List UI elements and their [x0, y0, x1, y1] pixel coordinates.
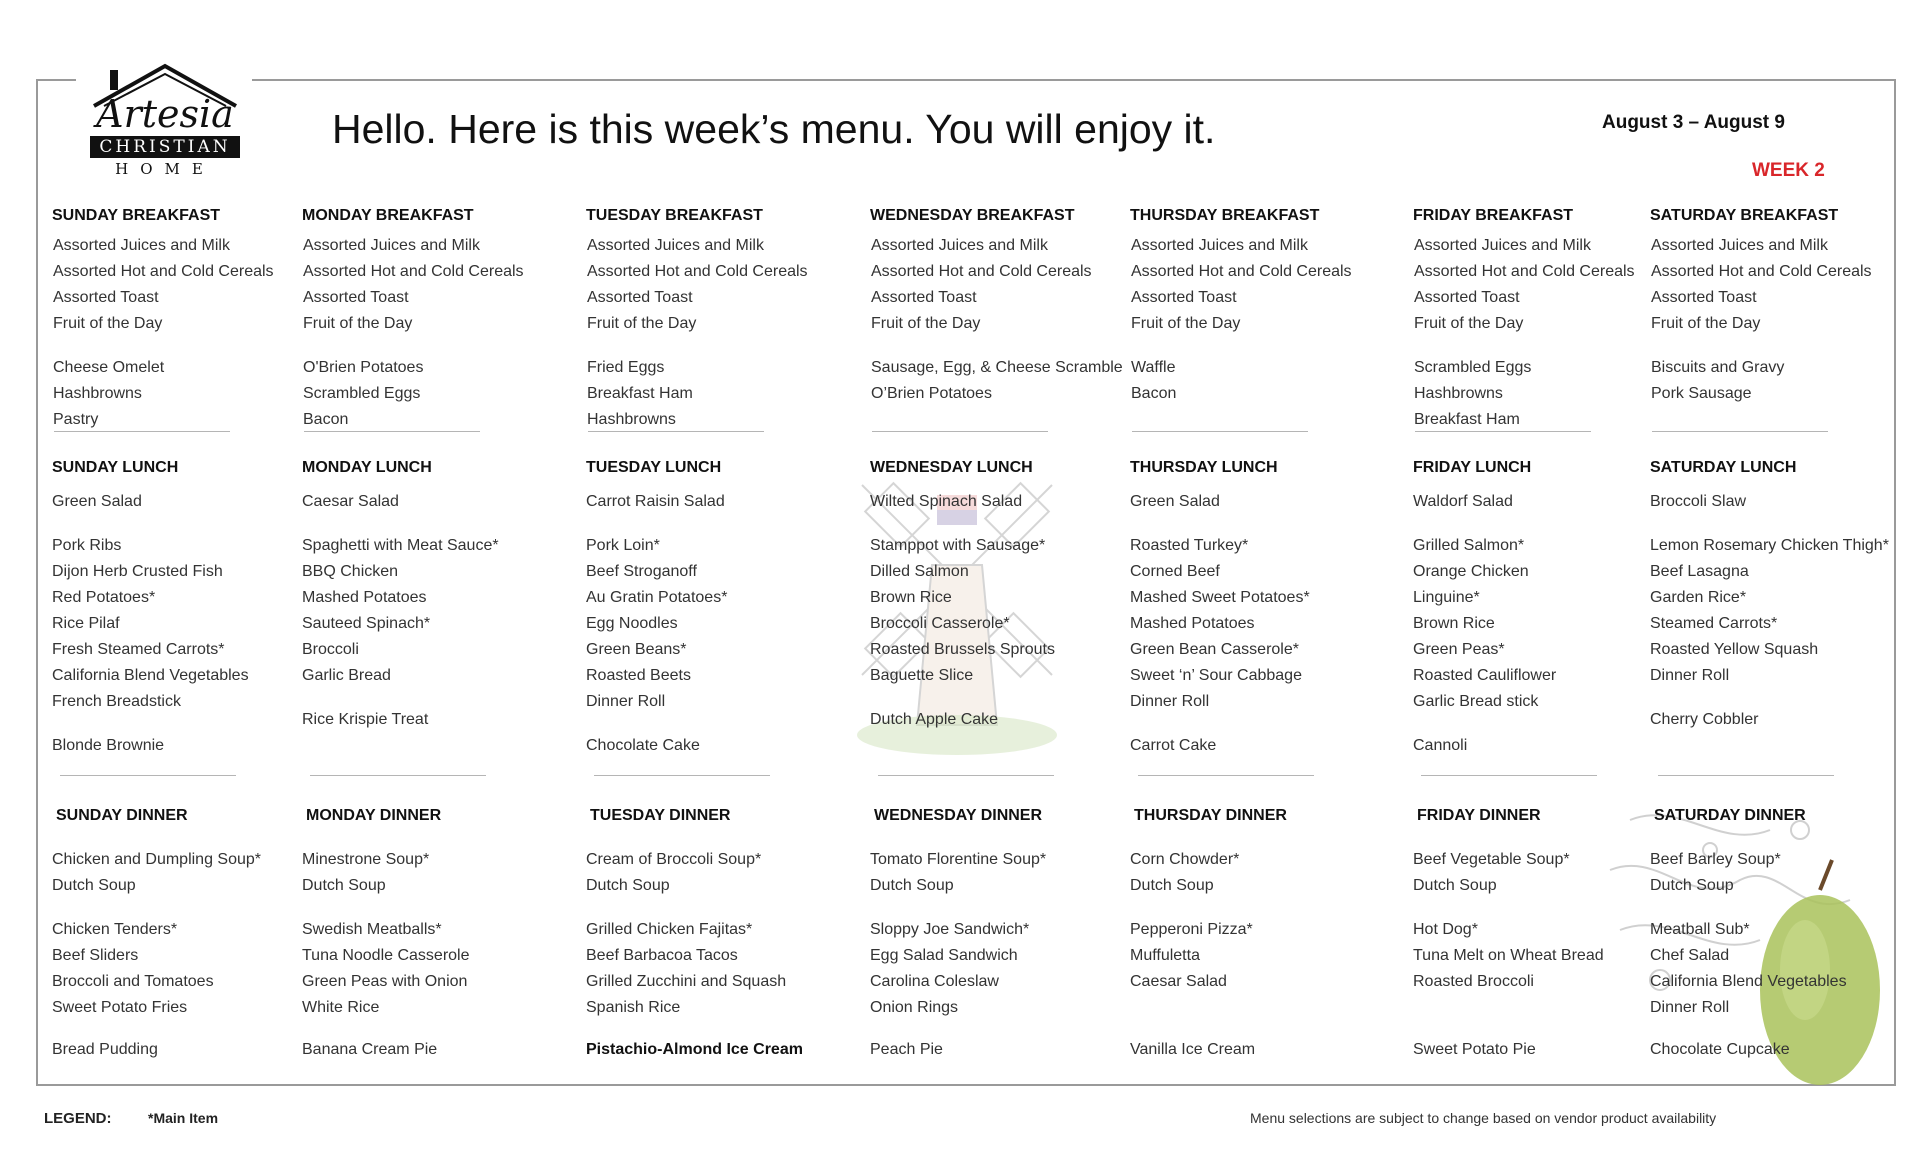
- dinner-item: Chef Salad: [1650, 947, 1730, 964]
- breakfast-item: Fruit of the Day: [1131, 315, 1241, 332]
- breakfast-heading: TUESDAY BREAKFAST: [586, 207, 763, 224]
- section-divider: [310, 775, 486, 776]
- breakfast-item: Assorted Juices and Milk: [587, 237, 764, 254]
- breakfast-item: Biscuits and Gravy: [1651, 359, 1785, 376]
- breakfast-item: Bacon: [303, 411, 349, 428]
- lunch-item: Spaghetti with Meat Sauce*: [302, 537, 499, 554]
- legend-label: LEGEND:: [44, 1110, 112, 1127]
- lunch-item: Green Peas*: [1413, 641, 1505, 658]
- breakfast-item: Scrambled Eggs: [303, 385, 421, 402]
- lunch-item: Steamed Carrots*: [1650, 615, 1778, 632]
- breakfast-item: Hashbrowns: [587, 411, 676, 428]
- dinner-dessert: Vanilla Ice Cream: [1130, 1041, 1256, 1058]
- dinner-item: Green Peas with Onion: [302, 973, 468, 990]
- section-divider: [594, 775, 770, 776]
- dinner-heading: SATURDAY DINNER: [1654, 807, 1806, 824]
- dinner-soup: Dutch Soup: [870, 877, 954, 894]
- logo-band: CHRISTIAN: [90, 136, 240, 158]
- date-range: August 3 – August 9: [1602, 112, 1785, 133]
- section-divider: [60, 775, 236, 776]
- breakfast-item: O'Brien Potatoes: [303, 359, 424, 376]
- breakfast-item: Sausage, Egg, & Cheese Scramble: [871, 359, 1123, 376]
- breakfast-item: Assorted Toast: [303, 289, 409, 306]
- breakfast-item: Breakfast Ham: [587, 385, 693, 402]
- breakfast-heading: WEDNESDAY BREAKFAST: [870, 207, 1075, 224]
- breakfast-item: Waffle: [1131, 359, 1176, 376]
- breakfast-item: Assorted Hot and Cold Cereals: [871, 263, 1092, 280]
- breakfast-item: Hashbrowns: [53, 385, 142, 402]
- lunch-item: Garlic Bread: [302, 667, 391, 684]
- breakfast-item: Assorted Hot and Cold Cereals: [1651, 263, 1872, 280]
- dinner-soup: Dutch Soup: [52, 877, 136, 894]
- breakfast-item: Assorted Toast: [1651, 289, 1757, 306]
- dinner-item: Onion Rings: [870, 999, 959, 1016]
- dinner-dessert: Sweet Potato Pie: [1413, 1041, 1536, 1058]
- lunch-heading: MONDAY LUNCH: [302, 459, 432, 476]
- dinner-item: Sweet Potato Fries: [52, 999, 188, 1016]
- lunch-salad: Wilted Spinach Salad: [870, 493, 1023, 510]
- dinner-item: Grilled Chicken Fajitas*: [586, 921, 753, 938]
- logo-home: HOME: [115, 160, 215, 178]
- section-divider: [588, 431, 764, 432]
- dinner-item: Muffuletta: [1130, 947, 1200, 964]
- pear-splash-decoration: [1600, 790, 1910, 1120]
- dinner-dessert: Chocolate Cupcake: [1650, 1041, 1790, 1058]
- artesia-logo: [76, 58, 252, 182]
- dinner-item: Pepperoni Pizza*: [1130, 921, 1253, 938]
- lunch-item: Rice Pilaf: [52, 615, 120, 632]
- breakfast-heading: MONDAY BREAKFAST: [302, 207, 474, 224]
- dinner-soup: Dutch Soup: [302, 877, 386, 894]
- breakfast-item: Breakfast Ham: [1414, 411, 1520, 428]
- dinner-dessert: Peach Pie: [870, 1041, 943, 1058]
- dinner-heading: WEDNESDAY DINNER: [874, 807, 1043, 824]
- lunch-item: BBQ Chicken: [302, 563, 399, 580]
- lunch-item: Corned Beef: [1130, 563, 1220, 580]
- dinner-heading: MONDAY DINNER: [306, 807, 442, 824]
- lunch-item: Grilled Salmon*: [1413, 537, 1525, 554]
- breakfast-heading: SUNDAY BREAKFAST: [52, 207, 221, 224]
- breakfast-item: Hashbrowns: [1414, 385, 1503, 402]
- section-divider: [54, 431, 230, 432]
- lunch-dessert: Blonde Brownie: [52, 737, 165, 754]
- lunch-salad: Carrot Raisin Salad: [586, 493, 725, 510]
- lunch-item: Pork Loin*: [586, 537, 660, 554]
- breakfast-item: Assorted Toast: [1414, 289, 1520, 306]
- lunch-item: Dilled Salmon: [870, 563, 969, 580]
- lunch-item: Beef Lasagna: [1650, 563, 1749, 580]
- dinner-item: Hot Dog*: [1413, 921, 1478, 938]
- lunch-item: Au Gratin Potatoes*: [586, 589, 728, 606]
- breakfast-heading: FRIDAY BREAKFAST: [1413, 207, 1574, 224]
- dinner-item: Beef Sliders: [52, 947, 139, 964]
- dinner-soup: Beef Vegetable Soup*: [1413, 851, 1570, 868]
- dinner-item: Tuna Melt on Wheat Bread: [1413, 947, 1604, 964]
- lunch-salad: Caesar Salad: [302, 493, 399, 510]
- week-label: WEEK 2: [1752, 160, 1825, 181]
- dinner-soup: Dutch Soup: [586, 877, 670, 894]
- breakfast-item: Assorted Toast: [53, 289, 159, 306]
- lunch-item: Sweet ‘n’ Sour Cabbage: [1130, 667, 1302, 684]
- dinner-item: Dinner Roll: [1650, 999, 1730, 1016]
- breakfast-item: Assorted Juices and Milk: [1414, 237, 1591, 254]
- dinner-soup: Dutch Soup: [1413, 877, 1497, 894]
- dinner-item: California Blend Vegetables: [1650, 973, 1847, 990]
- breakfast-item: Scrambled Eggs: [1414, 359, 1532, 376]
- section-divider: [1132, 431, 1308, 432]
- lunch-item: Mashed Potatoes: [1130, 615, 1255, 632]
- breakfast-item: Assorted Hot and Cold Cereals: [53, 263, 274, 280]
- breakfast-heading: THURSDAY BREAKFAST: [1130, 207, 1320, 224]
- breakfast-item: Assorted Juices and Milk: [1131, 237, 1308, 254]
- lunch-item: Green Bean Casserole*: [1130, 641, 1299, 658]
- breakfast-item: Assorted Juices and Milk: [53, 237, 230, 254]
- lunch-item: Brown Rice: [1413, 615, 1495, 632]
- dinner-item: Tuna Noodle Casserole: [302, 947, 470, 964]
- lunch-item: Broccoli: [302, 641, 359, 658]
- section-divider: [872, 431, 1048, 432]
- breakfast-item: Assorted Juices and Milk: [303, 237, 480, 254]
- lunch-item: Dinner Roll: [1130, 693, 1210, 710]
- lunch-heading: THURSDAY LUNCH: [1130, 459, 1278, 476]
- lunch-heading: SATURDAY LUNCH: [1650, 459, 1797, 476]
- lunch-item: French Breadstick: [52, 693, 181, 710]
- section-divider: [1421, 775, 1597, 776]
- breakfast-item: Assorted Toast: [587, 289, 693, 306]
- lunch-item: Mashed Potatoes: [302, 589, 427, 606]
- breakfast-item: Assorted Juices and Milk: [871, 237, 1048, 254]
- breakfast-item: Assorted Toast: [871, 289, 977, 306]
- dinner-soup: Chicken and Dumpling Soup*: [52, 851, 262, 868]
- logo-script: Artesia: [96, 92, 234, 136]
- section-divider: [1658, 775, 1834, 776]
- lunch-item: Roasted Turkey*: [1130, 537, 1249, 554]
- dinner-soup: Tomato Florentine Soup*: [870, 851, 1047, 868]
- lunch-item: Roasted Yellow Squash: [1650, 641, 1819, 658]
- lunch-item: Garlic Bread stick: [1413, 693, 1539, 710]
- breakfast-item: Assorted Juices and Milk: [1651, 237, 1828, 254]
- lunch-item: Roasted Cauliflower: [1413, 667, 1557, 684]
- lunch-item: Brown Rice: [870, 589, 952, 606]
- lunch-dessert: Carrot Cake: [1130, 737, 1217, 754]
- breakfast-item: Assorted Hot and Cold Cereals: [587, 263, 808, 280]
- breakfast-item: Pork Sausage: [1651, 385, 1752, 402]
- section-divider: [304, 431, 480, 432]
- lunch-dessert: Rice Krispie Treat: [302, 711, 429, 728]
- dinner-dessert: Banana Cream Pie: [302, 1041, 438, 1058]
- lunch-item: Dijon Herb Crusted Fish: [52, 563, 223, 580]
- lunch-item: Dinner Roll: [1650, 667, 1730, 684]
- dinner-item: Egg Salad Sandwich: [870, 947, 1018, 964]
- dinner-item: Sloppy Joe Sandwich*: [870, 921, 1030, 938]
- lunch-item: Stamppot with Sausage*: [870, 537, 1046, 554]
- lunch-item: Roasted Brussels Sprouts: [870, 641, 1055, 658]
- dinner-item: Carolina Coleslaw: [870, 973, 999, 990]
- dinner-heading: SUNDAY DINNER: [56, 807, 188, 824]
- lunch-item: Mashed Sweet Potatoes*: [1130, 589, 1310, 606]
- dinner-soup: Corn Chowder*: [1130, 851, 1240, 868]
- section-divider: [1652, 431, 1828, 432]
- dinner-item: Broccoli and Tomatoes: [52, 973, 214, 990]
- dinner-heading: FRIDAY DINNER: [1417, 807, 1541, 824]
- breakfast-item: Fruit of the Day: [1414, 315, 1524, 332]
- section-divider: [1138, 775, 1314, 776]
- lunch-heading: TUESDAY LUNCH: [586, 459, 722, 476]
- dinner-item: Swedish Meatballs*: [302, 921, 442, 938]
- dinner-soup: Cream of Broccoli Soup*: [586, 851, 762, 868]
- lunch-item: Baguette Slice: [870, 667, 974, 684]
- disclaimer: Menu selections are subject to change based on vendor product availability: [1250, 1110, 1717, 1126]
- lunch-item: Green Beans*: [586, 641, 687, 658]
- lunch-heading: FRIDAY LUNCH: [1413, 459, 1532, 476]
- page-title: Hello. Here is this week’s menu. You will enjoy it.: [332, 106, 1216, 152]
- dinner-item: White Rice: [302, 999, 380, 1016]
- dinner-soup: Dutch Soup: [1130, 877, 1214, 894]
- lunch-item: Egg Noodles: [586, 615, 678, 632]
- lunch-item: Lemon Rosemary Chicken Thigh*: [1650, 537, 1889, 554]
- dinner-item: Roasted Broccoli: [1413, 973, 1534, 990]
- breakfast-item: Assorted Toast: [1131, 289, 1237, 306]
- dinner-heading: TUESDAY DINNER: [590, 807, 731, 824]
- breakfast-item: Fruit of the Day: [871, 315, 981, 332]
- dinner-item: Spanish Rice: [586, 999, 681, 1016]
- dinner-item: Grilled Zucchini and Squash: [586, 973, 787, 990]
- lunch-dessert: Chocolate Cake: [586, 737, 700, 754]
- lunch-item: Broccoli Casserole*: [870, 615, 1010, 632]
- breakfast-heading: SATURDAY BREAKFAST: [1650, 207, 1839, 224]
- lunch-salad: Green Salad: [52, 493, 142, 510]
- breakfast-item: Assorted Hot and Cold Cereals: [1414, 263, 1635, 280]
- breakfast-item: Fruit of the Day: [303, 315, 413, 332]
- dinner-item: Caesar Salad: [1130, 973, 1227, 990]
- lunch-item: Beef Stroganoff: [586, 563, 697, 580]
- breakfast-item: Fruit of the Day: [53, 315, 163, 332]
- lunch-item: Linguine*: [1413, 589, 1480, 606]
- dinner-heading: THURSDAY DINNER: [1134, 807, 1287, 824]
- lunch-item: Sauteed Spinach*: [302, 615, 431, 632]
- breakfast-item: Assorted Hot and Cold Cereals: [303, 263, 524, 280]
- dinner-soup: Beef Barley Soup*: [1650, 851, 1781, 868]
- breakfast-item: Fruit of the Day: [1651, 315, 1761, 332]
- section-divider: [1415, 431, 1591, 432]
- lunch-item: Pork Ribs: [52, 537, 122, 554]
- lunch-item: Dinner Roll: [586, 693, 666, 710]
- dinner-soup: Dutch Soup: [1650, 877, 1734, 894]
- lunch-salad: Waldorf Salad: [1413, 493, 1513, 510]
- lunch-item: Red Potatoes*: [52, 589, 156, 606]
- lunch-dessert: Cherry Cobbler: [1650, 711, 1759, 728]
- lunch-salad: Green Salad: [1130, 493, 1220, 510]
- lunch-item: California Blend Vegetables: [52, 667, 249, 684]
- lunch-item: Orange Chicken: [1413, 563, 1529, 580]
- lunch-heading: WEDNESDAY LUNCH: [870, 459, 1033, 476]
- lunch-item: Garden Rice*: [1650, 589, 1747, 606]
- breakfast-item: Fried Eggs: [587, 359, 665, 376]
- breakfast-item: Assorted Hot and Cold Cereals: [1131, 263, 1352, 280]
- breakfast-item: Fruit of the Day: [587, 315, 697, 332]
- breakfast-item: Cheese Omelet: [53, 359, 165, 376]
- lunch-dessert: Cannoli: [1413, 737, 1468, 754]
- dinner-item: Beef Barbacoa Tacos: [586, 947, 738, 964]
- section-divider: [878, 775, 1054, 776]
- dinner-item: Meatball Sub*: [1650, 921, 1750, 938]
- dinner-soup: Minestrone Soup*: [302, 851, 430, 868]
- legend-note: *Main Item: [148, 1110, 219, 1126]
- lunch-heading: SUNDAY LUNCH: [52, 459, 179, 476]
- lunch-item: Fresh Steamed Carrots*: [52, 641, 225, 658]
- breakfast-item: Pastry: [53, 411, 99, 428]
- breakfast-item: Bacon: [1131, 385, 1177, 402]
- dinner-dessert: Pistachio-Almond Ice Cream: [586, 1041, 803, 1058]
- lunch-salad: Broccoli Slaw: [1650, 493, 1747, 510]
- dinner-item: Chicken Tenders*: [52, 921, 178, 938]
- lunch-dessert: Dutch Apple Cake: [870, 711, 999, 728]
- breakfast-item: O’Brien Potatoes: [871, 385, 992, 402]
- lunch-item: Roasted Beets: [586, 667, 691, 684]
- dinner-dessert: Bread Pudding: [52, 1041, 158, 1058]
